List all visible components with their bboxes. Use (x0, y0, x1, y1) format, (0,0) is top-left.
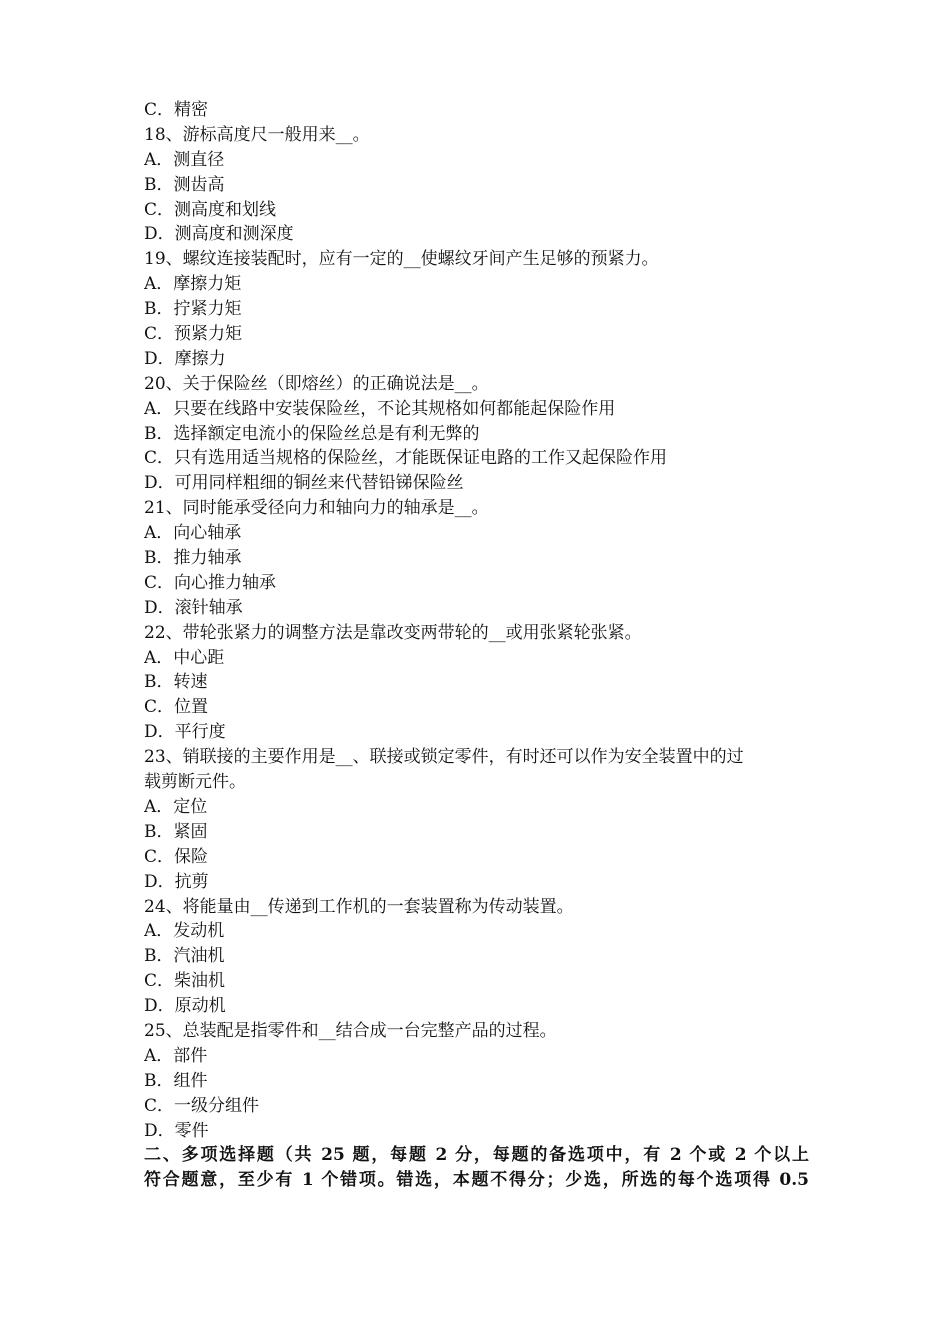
option-line: D．摩擦力 (144, 348, 226, 369)
question-line: 24、将能量由__传递到工作机的一套装置称为传动装置。 (144, 896, 574, 917)
option-line: D．滚针轴承 (144, 597, 243, 618)
question-line-continued: 载剪断元件。 (144, 772, 246, 793)
option-line: A．向心轴承 (144, 523, 242, 544)
option-line: B．拧紧力矩 (144, 299, 242, 320)
option-line: D．抗剪 (144, 871, 209, 892)
option-line: C．预紧力矩 (144, 324, 243, 345)
option-line: C．测高度和划线 (144, 199, 277, 220)
option-line: B．组件 (144, 1070, 208, 1091)
document-content (144, 98, 809, 1193)
question-line: 23、销联接的主要作用是__、联接或锁定零件，有时还可以作为安全装置中的过 (144, 747, 744, 768)
option-line: B．推力轴承 (144, 548, 242, 569)
option-line: A．定位 (144, 796, 208, 817)
option-line: C．位置 (144, 697, 209, 718)
question-line: 20、关于保险丝（即熔丝）的正确说法是__。 (144, 373, 489, 394)
section-heading-line: 符合题意，至少有 1 个错项。错选，本题不得分；少选，所选的每个选项得 0.5 (144, 1170, 809, 1191)
option-line: D．平行度 (144, 722, 226, 743)
option-line: B．紧固 (144, 821, 208, 842)
option-line: D．可用同样粗细的铜丝来代替铅锑保险丝 (144, 473, 464, 494)
question-line: 25、总装配是指零件和__结合成一台完整产品的过程。 (144, 1020, 557, 1041)
option-line: A．只要在线路中安装保险丝，不论其规格如何都能起保险作用 (144, 398, 616, 419)
option-line: B．选择额定电流小的保险丝总是有利无弊的 (144, 423, 480, 444)
option-line: D．测高度和测深度 (144, 224, 294, 245)
option-line: A．测直径 (144, 149, 225, 170)
option-line: C．只有选用适当规格的保险丝，才能既保证电路的工作又起保险作用 (144, 448, 668, 469)
option-line: A．发动机 (144, 921, 225, 942)
option-line: B．测齿高 (144, 174, 225, 195)
question-line: 21、同时能承受径向力和轴向力的轴承是__。 (144, 498, 489, 519)
option-line: A．中心距 (144, 647, 225, 668)
option-line: A．部件 (144, 1045, 208, 1066)
section-heading (144, 1143, 809, 1193)
option-line: C．精密 (144, 100, 209, 120)
question-line: 18、游标高度尺一般用来__。 (144, 124, 370, 145)
question-line: 19、螺纹连接装配时，应有一定的__使螺纹牙间产生足够的预紧力。 (144, 249, 659, 270)
option-line: D．零件 (144, 1120, 209, 1141)
question-line: 22、带轮张紧力的调整方法是靠改变两带轮的__或用张紧轮张紧。 (144, 622, 642, 643)
option-line: B．汽油机 (144, 946, 225, 967)
section-heading-line: 二、多项选择题（共 25 题，每题 2 分，每题的备选项中，有 2 个或 2 个以上 (144, 1145, 809, 1166)
option-line: C．保险 (144, 846, 209, 867)
option-line: A．摩擦力矩 (144, 274, 242, 295)
option-line: C．柴油机 (144, 971, 226, 992)
option-line: C．向心推力轴承 (144, 572, 277, 593)
option-line: C．一级分组件 (144, 1095, 260, 1116)
option-line: D．原动机 (144, 996, 226, 1017)
option-line: B．转速 (144, 672, 208, 693)
